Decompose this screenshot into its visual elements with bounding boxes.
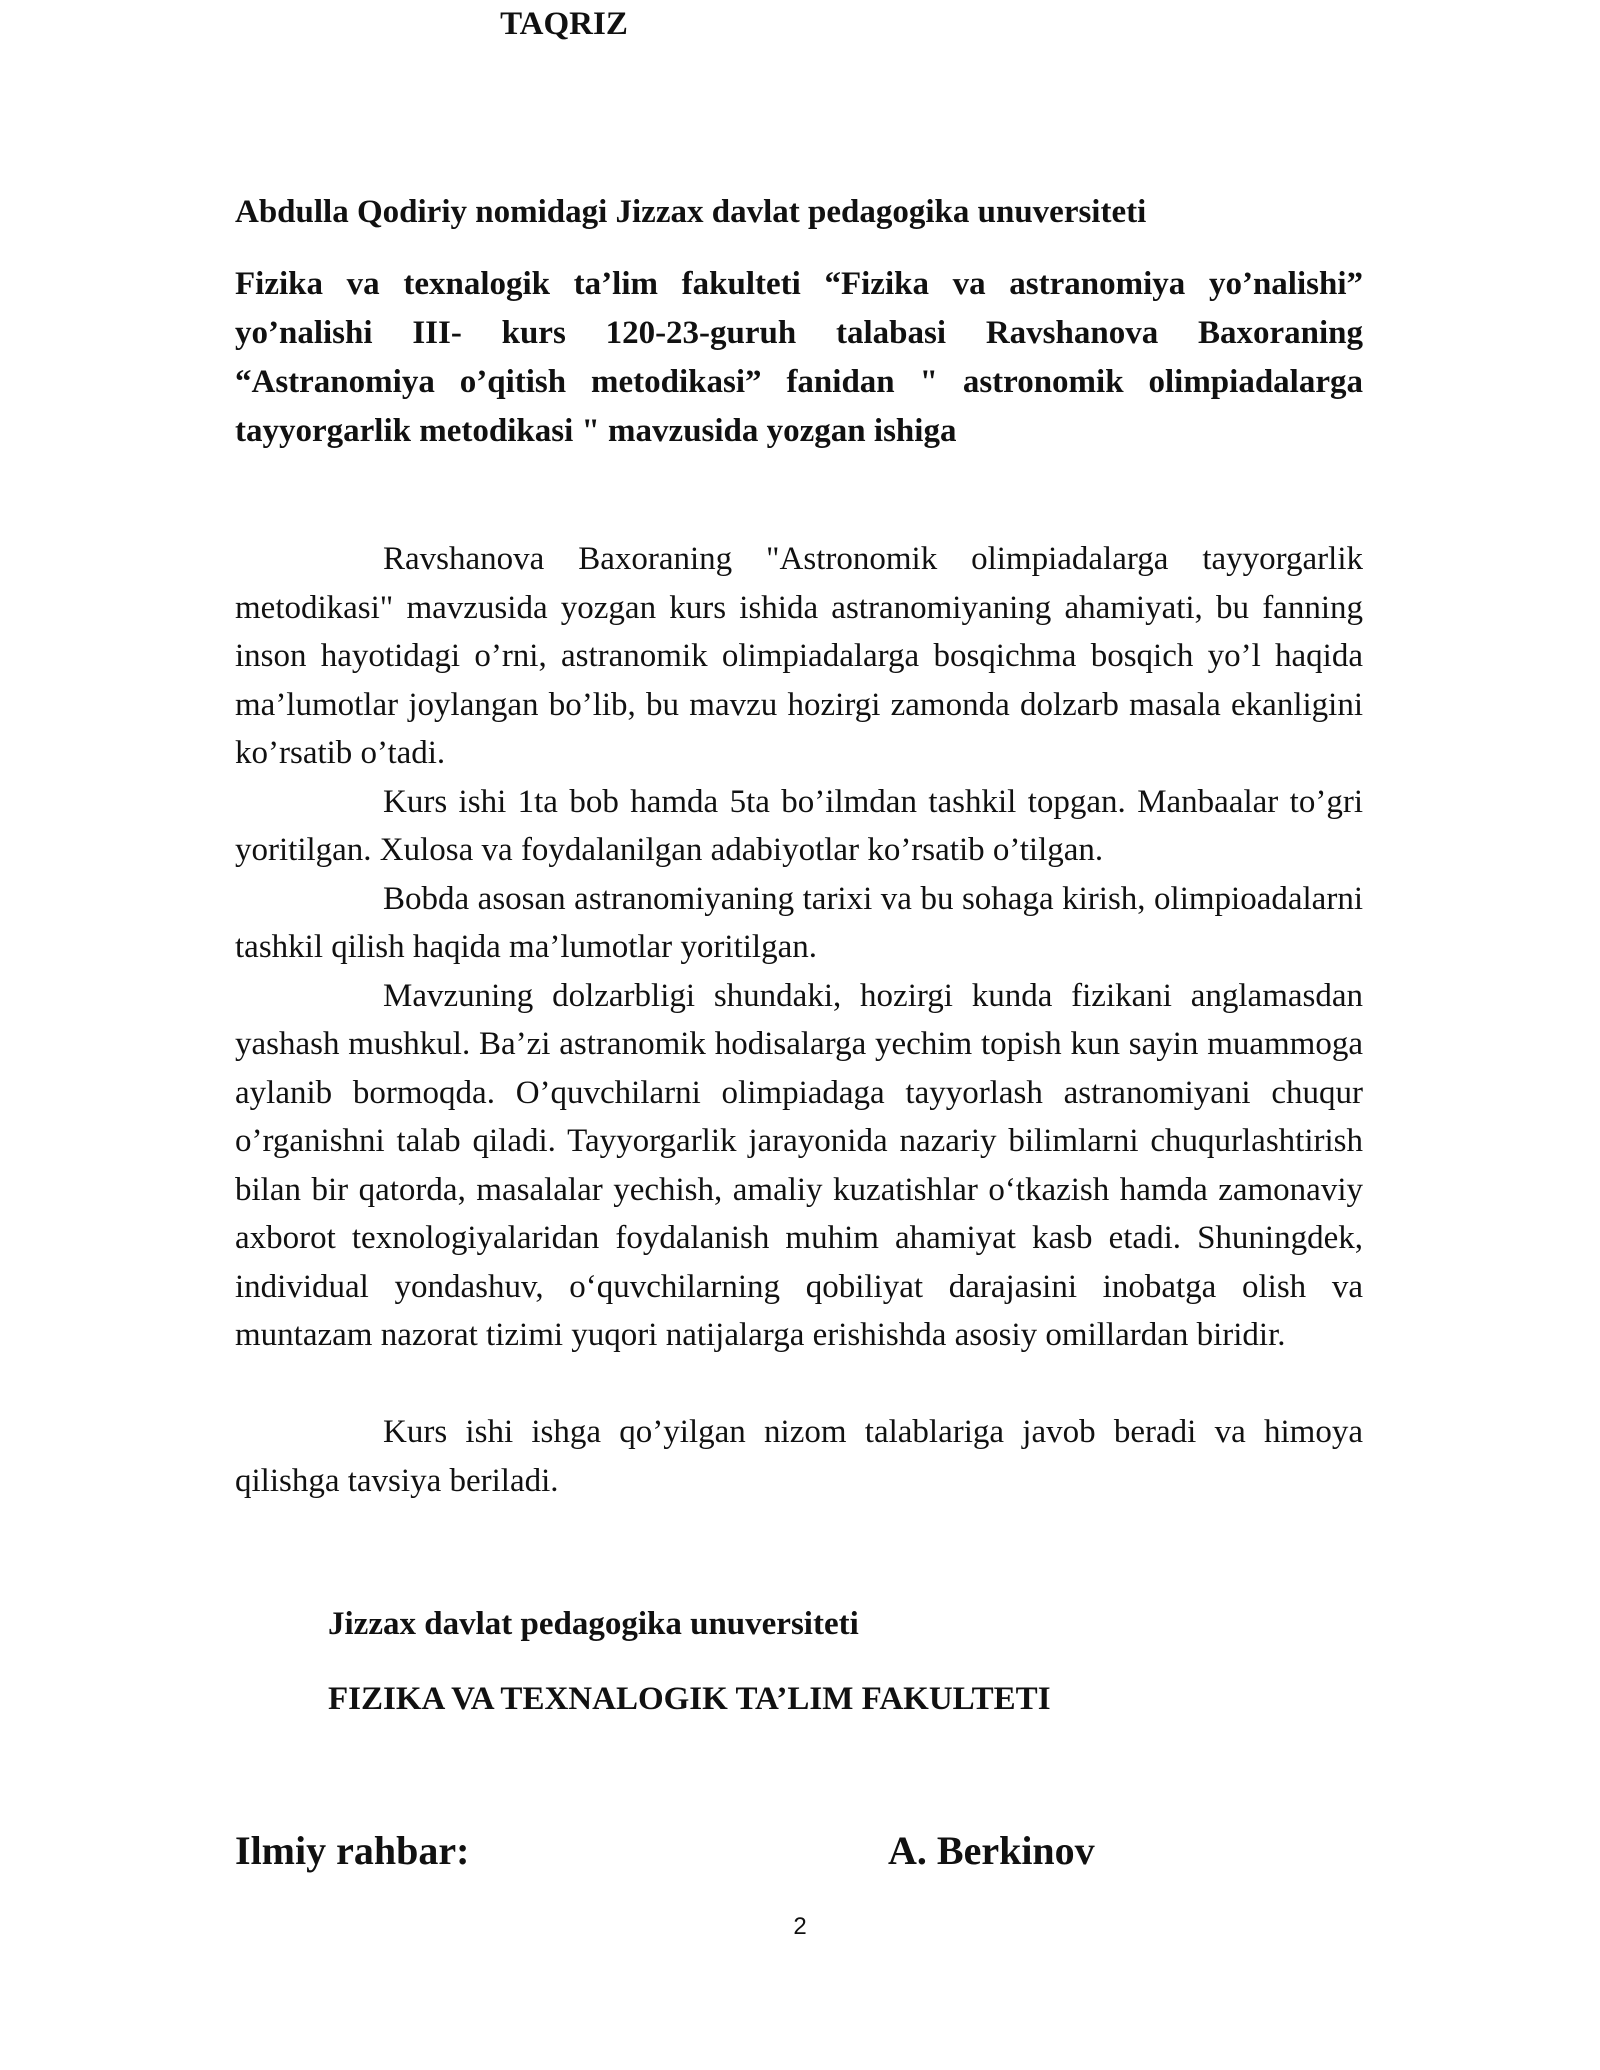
- review-title: TAQRIZ: [500, 6, 628, 42]
- review-paragraph: Kurs ishi 1ta bob hamda 5ta bo’ilmdan tashkil topgan. Manbaalar to’gri yoritilgan. Xulosa va foydalanilgan adabiyotlar ko’rsatib o’tilgan.: [235, 783, 1363, 868]
- advisor-name: A. Berkinov: [888, 1828, 1095, 1873]
- review-paragraph: Mavzuning dolzarbligi shundaki, hozirgi kunda fizikani anglamasdan yashash mushkul. Ba’zi astranomik hodisalarga yechim topish kun sayin muammoga aylanib bormoqda. O’quvchilarni olimpiadaga tayyorlash astranomiyani chuqur o’rganishni talab qiladi. Tayyorgarlik jarayonida nazariy bilimlarni chuqurlashtirish bilan bir qatorda, masalalar yechish, amaliy kuzatishlar o‘tkazish hamda zamonaviy axborot texnologiyalaridan foydalanish muhim ahamiyat kasb etadi. Shuningdek, individual yondashuv, o‘quvchilarning qobiliyat darajasini inobatga olish va muntazam nazorat tizimi yuqori natijalarga erishishda asosiy omillardan biridir.: [235, 977, 1363, 1353]
- review-body: [235, 535, 1363, 1505]
- review-conclusion: Kurs ishi ishga qo’yilgan nizom talablariga javob beradi va himoya qilishga tavsiya beriladi.: [235, 1414, 1363, 1499]
- university-name: Abdulla Qodiriy nomidagi Jizzax davlat pedagogika unuversiteti: [235, 194, 1147, 230]
- signature-university: Jizzax davlat pedagogika unuversiteti: [328, 1606, 859, 1642]
- review-paragraph: Ravshanova Baxoraning "Astronomik olimpiadalarga tayyorgarlik metodikasi" mavzusida yozgan kurs ishida astranomiyaning ahamiyati, bu fanning inson hayotidagi o’rni, astranomik olimpiadalarga bosqichma bosqich yo’l haqida ma’lumotlar joylangan bo’lib, bu mavzu hozirgi zamonda dolzarb masala ekanligini ko’rsatib o’tadi.: [235, 541, 1363, 771]
- signature-faculty: FIZIKA VA TEXNALOGIK TA’LIM FAKULTETI: [328, 1681, 1051, 1717]
- review-paragraph: Bobda asosan astranomiyaning tarixi va bu sohaga kirish, olimpioadalarni tashkil qilish haqida ma’lumotlar yoritilgan.: [235, 880, 1363, 965]
- review-intro: Fizika va texnalogik ta’lim fakulteti “Fizika va astranomiya yo’nalishi” yo’nalishi III- kurs 120-23-guruh talabasi Ravshanova Baxoraning “Astranomiya o’qitish metodikasi” fanidan " astronomik olimpiadalarga tayyorgarlik metodikasi " mavzusida yozgan ishiga: [235, 266, 1363, 449]
- advisor-label: Ilmiy rahbar:: [235, 1828, 470, 1873]
- page-number: 2: [793, 1913, 807, 1940]
